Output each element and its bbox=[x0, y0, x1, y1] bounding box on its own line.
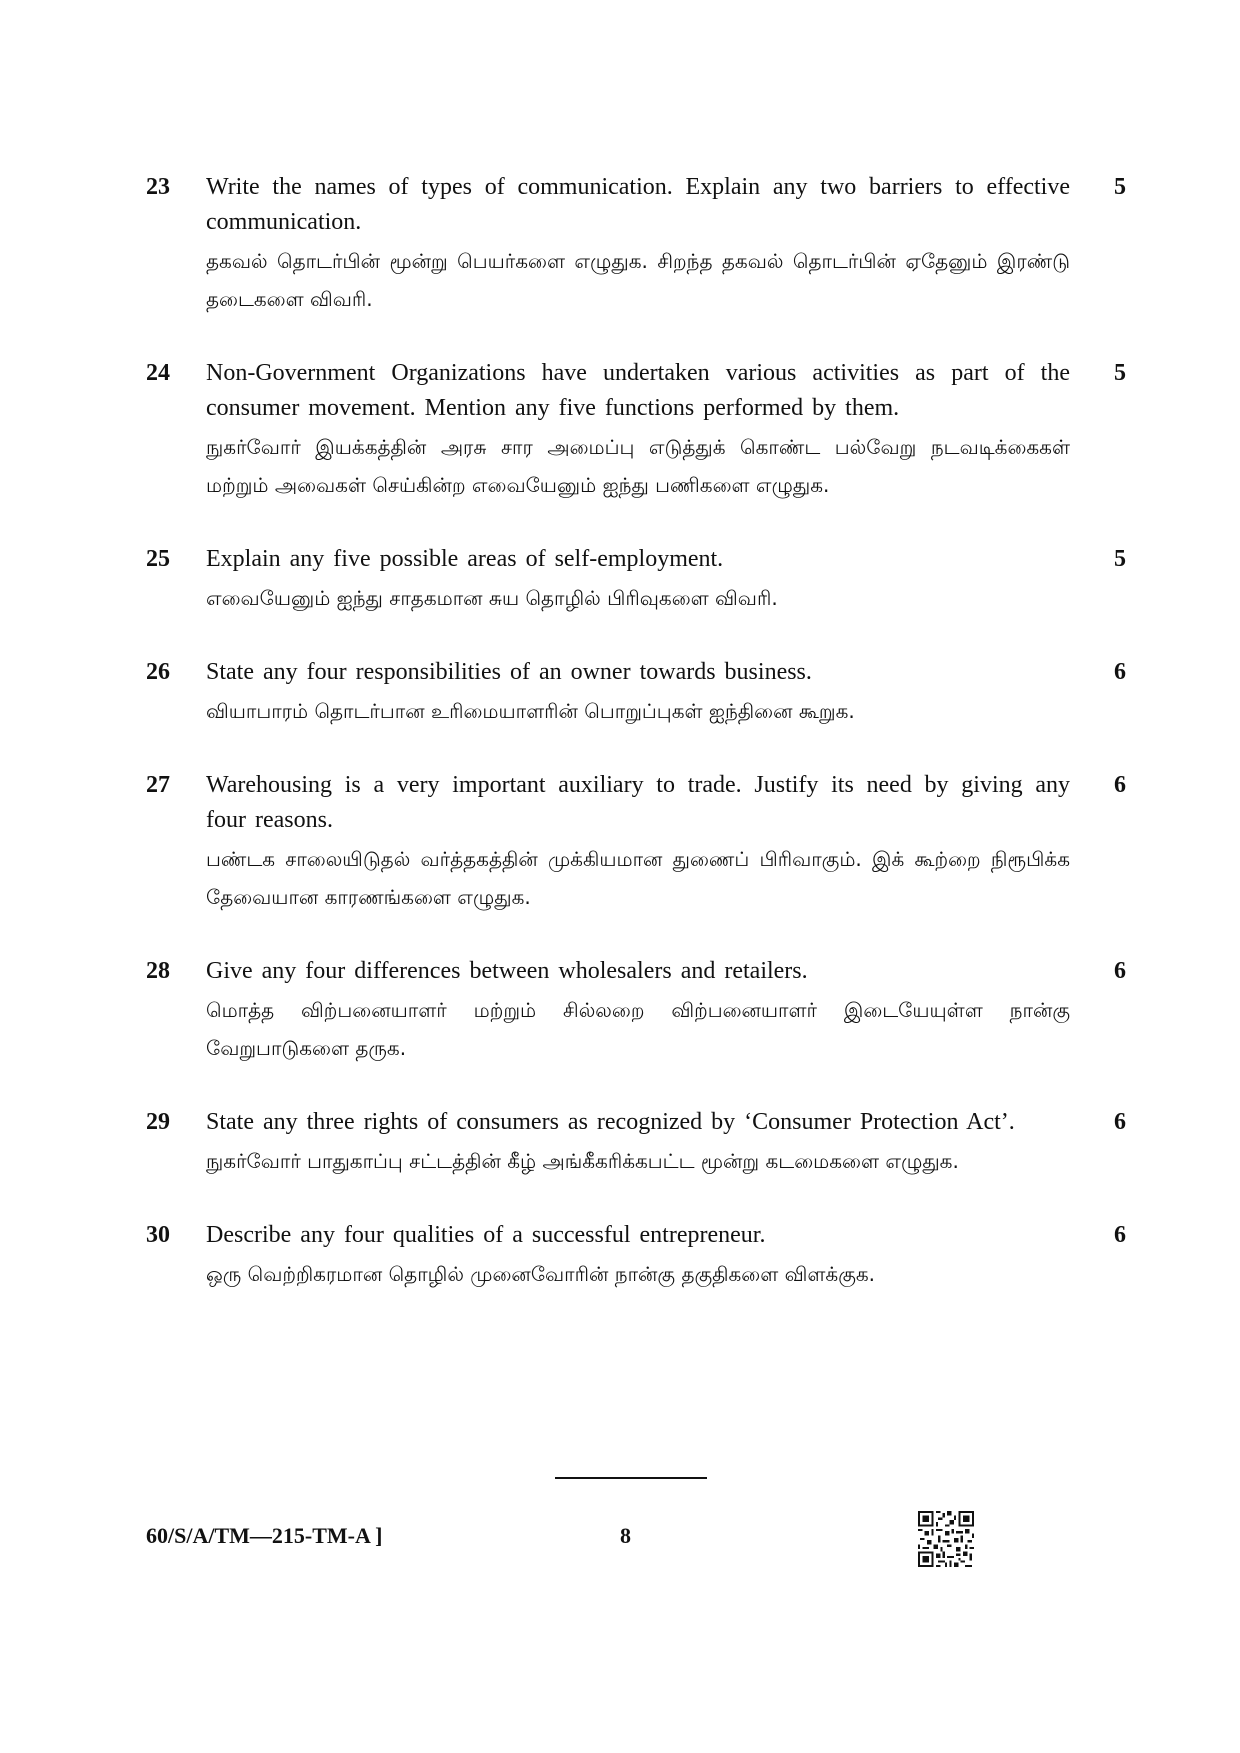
question-english: Non-Government Organizations have undertaken various activities as part of the consumer movement. Mention any five functions performed by them. bbox=[206, 360, 1070, 421]
question-27 bbox=[146, 768, 1126, 916]
question-text bbox=[206, 954, 1086, 1067]
question-24 bbox=[146, 356, 1126, 504]
question-text bbox=[206, 655, 1086, 730]
question-english: Warehousing is a very important auxiliary to trade. Justify its need by giving any four reasons. bbox=[206, 772, 1070, 833]
question-english: Write the names of types of communication. Explain any two barriers to effective communication. bbox=[206, 174, 1070, 235]
question-tamil: நுகர்வோர் பாதுகாப்பு சட்டத்தின் கீழ் அங்கீகரிக்கபட்ட மூன்று கடமைகளை எழுதுக. bbox=[206, 1149, 959, 1173]
qr-code-icon bbox=[918, 1511, 974, 1567]
question-tamil: நுகர்வோர் இயக்கத்தின் அரசு சார அமைப்பு எடுத்துக் கொண்ட பல்வேறு நடவடிக்கைகள் மற்றும் அவைகள் செய்கின்ற எவையேனும் ஐந்து பணிகளை எழுதுக. bbox=[206, 435, 1070, 497]
question-list bbox=[146, 170, 1126, 1331]
question-marks: 6 bbox=[1114, 1222, 1126, 1248]
question-tamil: ஒரு வெற்றிகரமான தொழில் முனைவோரின் நான்கு தகுதிகளை விளக்குக. bbox=[206, 1262, 876, 1286]
question-30 bbox=[146, 1218, 1126, 1293]
question-number: 23 bbox=[146, 174, 170, 200]
question-text bbox=[206, 1218, 1086, 1293]
question-text bbox=[206, 768, 1086, 916]
question-marks: 5 bbox=[1114, 360, 1126, 386]
question-tamil: தகவல் தொடர்பின் மூன்று பெயர்களை எழுதுக. சிறந்த தகவல் தொடர்பின் ஏதேனும் இரண்டு தடைகளை விவரி. bbox=[206, 249, 1070, 311]
question-number: 30 bbox=[146, 1222, 170, 1248]
question-tamil: எவையேனும் ஐந்து சாதகமான சுய தொழில் பிரிவுகளை விவரி. bbox=[206, 586, 778, 610]
question-number: 25 bbox=[146, 546, 170, 572]
question-english: State any four responsibilities of an owner towards business. bbox=[206, 659, 812, 685]
question-29 bbox=[146, 1105, 1126, 1180]
question-number: 29 bbox=[146, 1109, 170, 1135]
question-marks: 5 bbox=[1114, 174, 1126, 200]
question-text bbox=[206, 170, 1086, 318]
question-english: Give any four differences between wholesalers and retailers. bbox=[206, 958, 808, 984]
question-marks: 5 bbox=[1114, 546, 1126, 572]
end-of-paper-rule bbox=[555, 1477, 707, 1479]
question-28 bbox=[146, 954, 1126, 1067]
question-tamil: மொத்த விற்பனையாளர் மற்றும் சில்லறை விற்பனையாளர் இடையேயுள்ள நான்கு வேறுபாடுகளை தருக. bbox=[206, 998, 1070, 1060]
question-number: 28 bbox=[146, 958, 170, 984]
question-number: 24 bbox=[146, 360, 170, 386]
question-text bbox=[206, 1105, 1086, 1180]
paper-code: 60/S/A/TM—215-TM-A ] bbox=[146, 1523, 383, 1548]
question-26 bbox=[146, 655, 1126, 730]
question-marks: 6 bbox=[1114, 659, 1126, 685]
question-text bbox=[206, 542, 1086, 617]
question-marks: 6 bbox=[1114, 1109, 1126, 1135]
question-tamil: பண்டக சாலையிடுதல் வர்த்தகத்தின் முக்கியமான துணைப் பிரிவாகும். இக் கூற்றை நிரூபிக்க தேவையான காரணங்களை எழுதுக. bbox=[206, 847, 1070, 909]
question-tamil: வியாபாரம் தொடர்பான உரிமையாளரின் பொறுப்புகள் ஐந்தினை கூறுக. bbox=[206, 699, 855, 723]
question-text bbox=[206, 356, 1086, 504]
question-number: 26 bbox=[146, 659, 170, 685]
question-english: Explain any five possible areas of self-employment. bbox=[206, 546, 724, 572]
question-marks: 6 bbox=[1114, 772, 1126, 798]
question-english: State any three rights of consumers as recognized by ‘Consumer Protection Act’. bbox=[206, 1109, 1015, 1135]
question-25 bbox=[146, 542, 1126, 617]
question-marks: 6 bbox=[1114, 958, 1126, 984]
question-english: Describe any four qualities of a successful entrepreneur. bbox=[206, 1222, 766, 1248]
question-23 bbox=[146, 170, 1126, 318]
page-number: 8 bbox=[620, 1523, 631, 1548]
question-number: 27 bbox=[146, 772, 170, 798]
